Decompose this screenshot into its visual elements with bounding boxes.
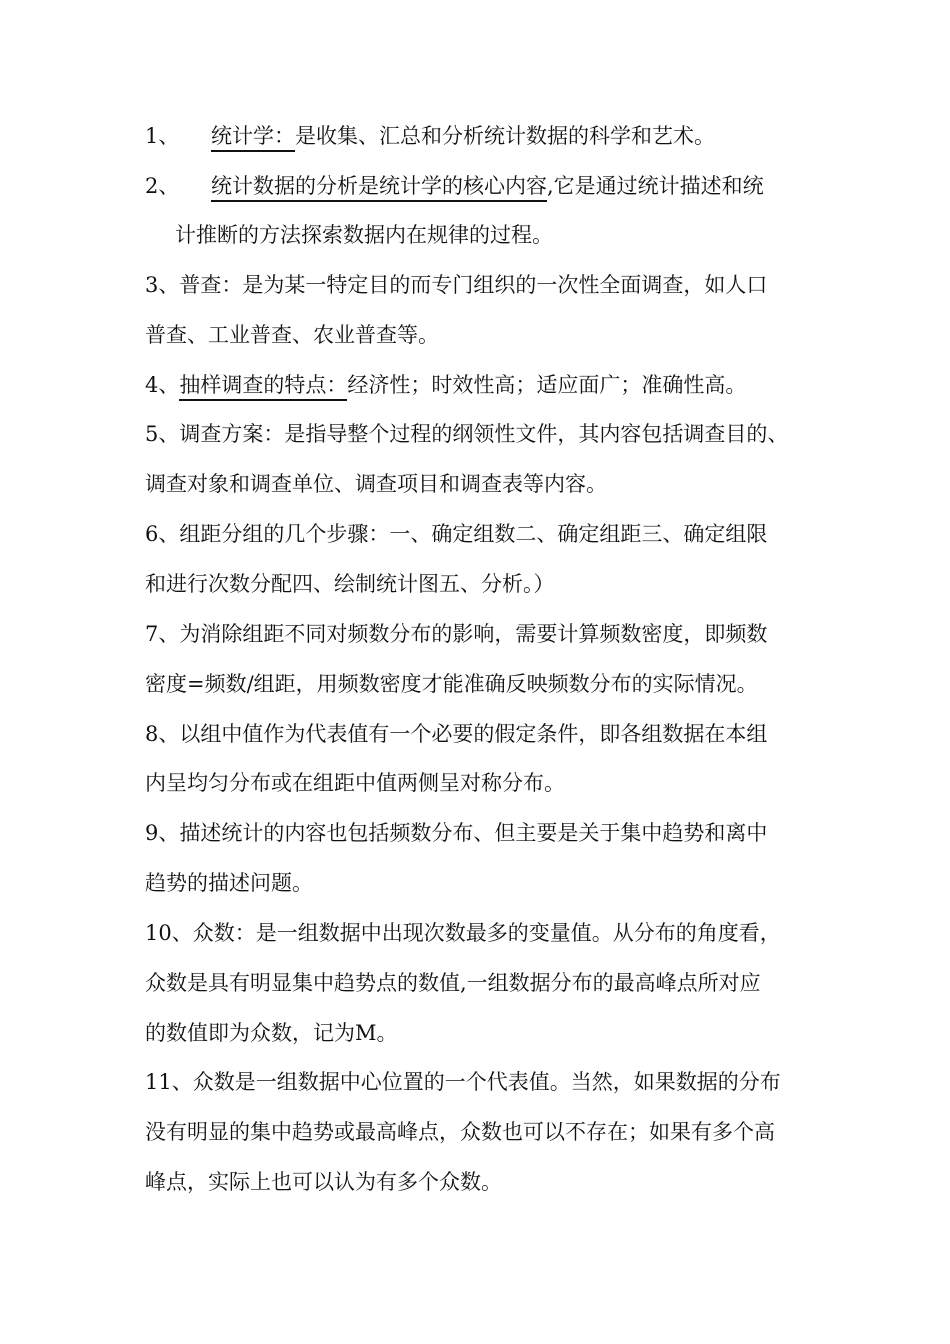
item-6-line-2: 和进行次数分配四、绘制统计图五、分析。） (145, 572, 555, 596)
item-1-term: 统计学： (211, 124, 295, 152)
item-1-text: 是收集、汇总和分析统计数据的科学和艺术。 (295, 124, 715, 148)
item-6-line-1: 6、组距分组的几个步骤：一、确定组数二、确定组距三、确定组限 (145, 522, 768, 546)
item-3-line-1: 3、普查：是为某一特定目的而专门组织的一次性全面调查，如人口 (145, 273, 768, 297)
item-5-line-1: 5、调查方案：是指导整个过程的纲领性文件，其内容包括调查目的、 (145, 422, 789, 446)
item-11-line-1: 11、众数是一组数据中心位置的一个代表值。当然，如果数据的分布 (145, 1070, 781, 1094)
item-5-line-2: 调查对象和调查单位、调查项目和调查表等内容。 (145, 472, 607, 496)
item-9-line-1: 9、描述统计的内容也包括频数分布、但主要是关于集中趋势和离中 (145, 821, 768, 845)
item-2-term: 统计数据的分析是统计学的核心内容 (211, 174, 547, 202)
item-10-line-1: 10、众数：是一组数据中出现次数最多的变量值。从分布的角度看， (145, 921, 781, 945)
item-2 (145, 166, 815, 206)
item-4-term: 抽样调查的特点： (179, 373, 347, 401)
item-10-line-2: 众数是具有明显集中趋势点的数值,一组数据分布的最高峰点所对应 (145, 971, 761, 995)
item-2-number: 2、 (145, 174, 180, 198)
item-4-text: 经济性；时效性高；适应面广；准确性高。 (347, 373, 747, 397)
item-10-line-3: 的数值即为众数，记为M。 (145, 1021, 398, 1045)
item-4 (145, 365, 815, 405)
item-9-line-2: 趋势的描述问题。 (145, 871, 313, 895)
item-3-line-2: 普查、工业普查、农业普查等。 (145, 323, 439, 347)
item-2-text: ,它是通过统计描述和统 (547, 174, 764, 198)
item-4-number: 4、 (145, 373, 180, 397)
item-1-number: 1、 (145, 124, 180, 148)
item-1 (145, 116, 815, 156)
item-7-line-2: 密度=频数/组距，用频数密度才能准确反映频数分布的实际情况。 (145, 672, 758, 696)
item-7-line-1: 7、为消除组距不同对频数分布的影响，需要计算频数密度，即频数 (145, 622, 768, 646)
item-8-line-2: 内呈均匀分布或在组距中值两侧呈对称分布。 (145, 771, 565, 795)
item-8-line-1: 8、以组中值作为代表值有一个必要的假定条件，即各组数据在本组 (145, 722, 768, 746)
item-11-line-2: 没有明显的集中趋势或最高峰点，众数也可以不存在；如果有多个高 (145, 1120, 775, 1144)
item-11-line-3: 峰点，实际上也可以认为有多个众数。 (145, 1170, 502, 1194)
item-2-continuation: 计推断的方法探索数据内在规律的过程。 (175, 223, 553, 247)
